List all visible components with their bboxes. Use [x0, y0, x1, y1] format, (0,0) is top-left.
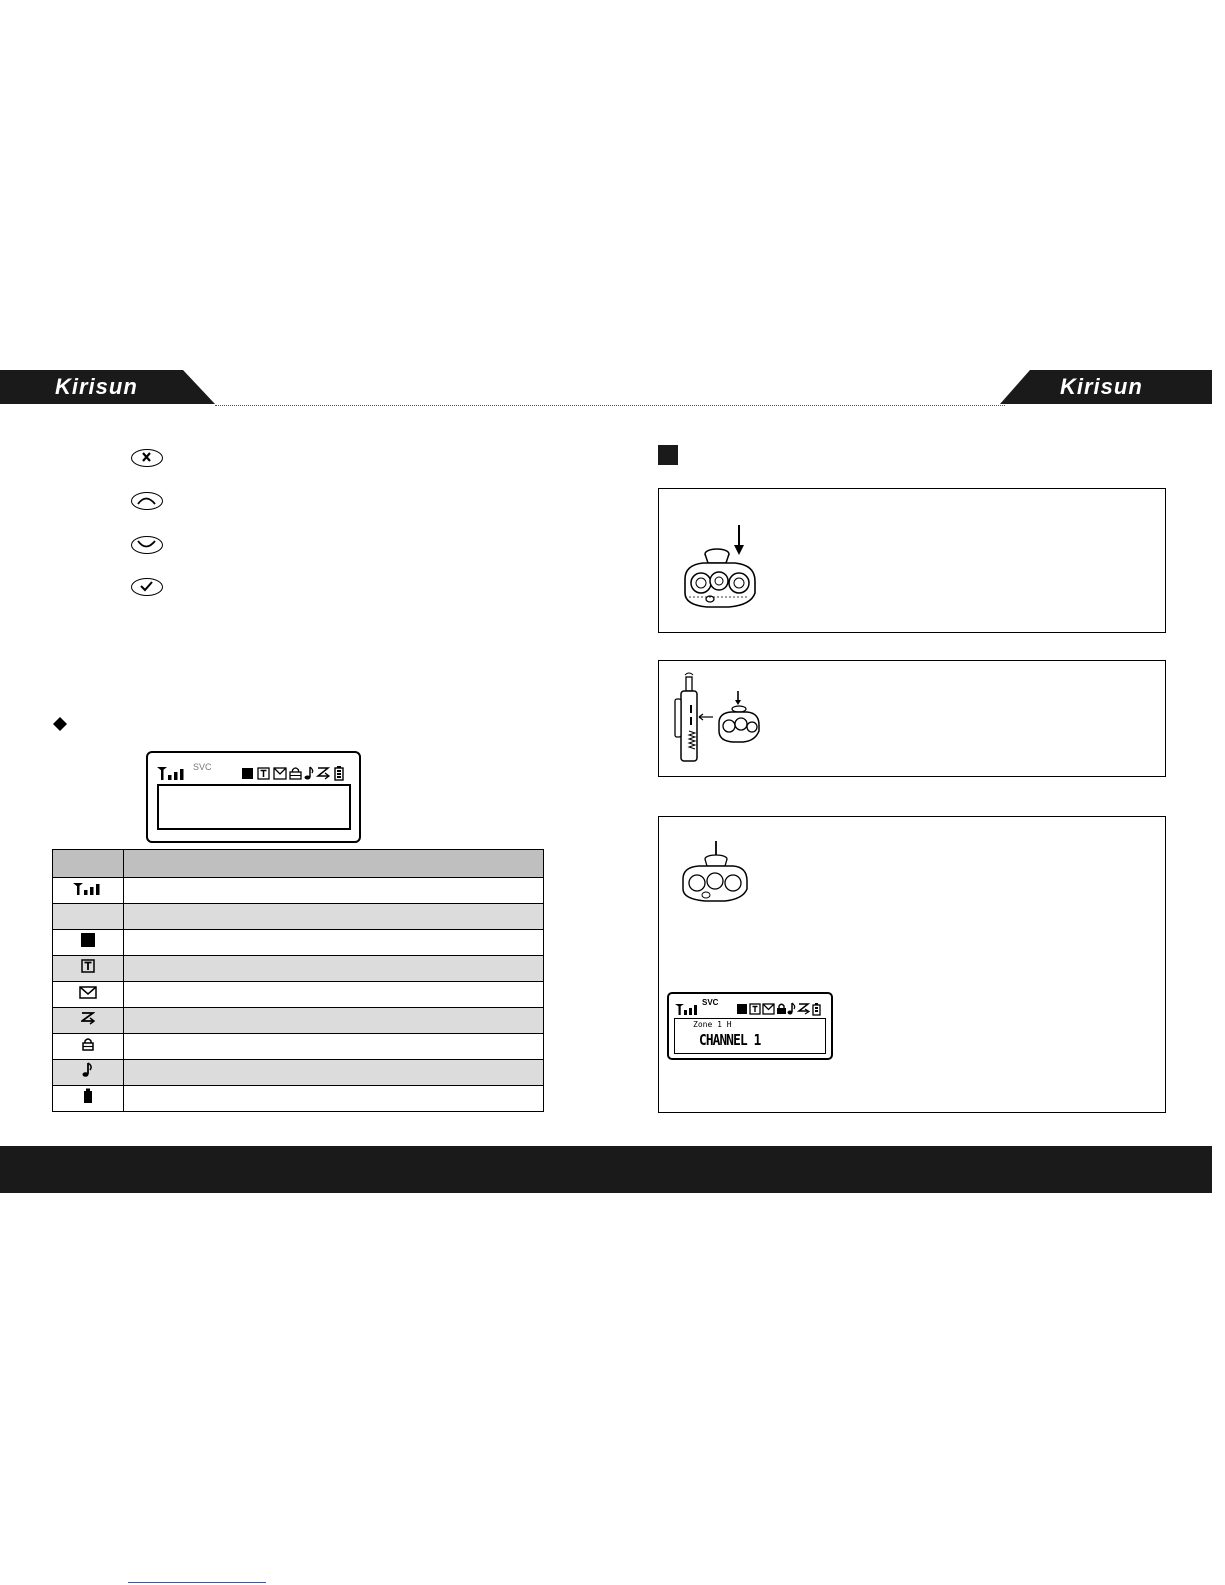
- footer-bar: [0, 1146, 1212, 1193]
- radio-side-view-illustration: [671, 671, 763, 763]
- instruction-box-2: [658, 660, 1166, 777]
- channel-lcd-illustration: [667, 992, 833, 1060]
- header-banner: [0, 370, 1225, 406]
- lcd-display-illustration: [146, 751, 361, 843]
- table-description-cell: [124, 1060, 544, 1086]
- lcd-signal-icon: [157, 766, 189, 780]
- radio-knob-rotate-illustration: [679, 839, 749, 905]
- table-icon-cell: [53, 956, 124, 982]
- filled-square-icon: [81, 933, 95, 947]
- table-row: [53, 1060, 544, 1086]
- lcd-svc-label: SVC: [193, 762, 212, 772]
- message-icon: [79, 986, 97, 999]
- lcd-channel-label: CHANNEL 1: [699, 1031, 761, 1049]
- section-marker-square: [658, 445, 678, 465]
- table-icon-cell: [53, 930, 124, 956]
- table-description-cell: [124, 930, 544, 956]
- table-row: [53, 878, 544, 904]
- table-icon-cell: [53, 1034, 124, 1060]
- channel-lcd-signal-icon: [675, 1003, 701, 1015]
- table-description-cell: [124, 1008, 544, 1034]
- table-row: [53, 1086, 544, 1112]
- cancel-key-icon: [131, 449, 163, 467]
- radio-top-knob-illustration: [679, 523, 759, 613]
- table-header-description-cell: [124, 850, 544, 878]
- table-header-row: [53, 850, 544, 878]
- lcd-screen-area: [157, 784, 351, 830]
- channel-lcd-screen: [674, 1018, 826, 1054]
- table-icon-cell: [53, 1086, 124, 1112]
- scan-icon: [81, 1011, 95, 1025]
- lcd-zone-label: Zone 1 H: [693, 1020, 732, 1029]
- table-row: [53, 956, 544, 982]
- table-description-cell: [124, 1086, 544, 1112]
- table-row: [53, 982, 544, 1008]
- instruction-box-1: [658, 488, 1166, 633]
- table-row: [53, 930, 544, 956]
- table-description-cell: [124, 904, 544, 930]
- table-icon-cell: [53, 904, 124, 930]
- music-note-icon: [82, 1062, 94, 1078]
- table-description-cell: [124, 1034, 544, 1060]
- table-row: [53, 1034, 544, 1060]
- table-description-cell: [124, 878, 544, 904]
- lcd-status-icons: [242, 765, 354, 781]
- signal-strength-icon: [73, 882, 103, 895]
- table-icon-cell: [53, 982, 124, 1008]
- diamond-bullet-icon: [53, 717, 67, 731]
- table-icon-cell: [53, 878, 124, 904]
- instruction-box-3: [658, 816, 1166, 1113]
- t-box-icon: [81, 959, 95, 973]
- table-header-icon-cell: [53, 850, 124, 878]
- battery-icon: [83, 1088, 93, 1104]
- lcd-icon-table: [52, 849, 544, 1112]
- table-row: [53, 1008, 544, 1034]
- bottom-link-underline: [128, 1582, 266, 1583]
- channel-lcd-svc-label: SVC: [702, 998, 719, 1007]
- header-left-logo: Kirisun: [55, 374, 138, 399]
- header-dotted-divider: [215, 405, 1005, 406]
- up-key-icon: [131, 492, 163, 510]
- table-row: [53, 904, 544, 930]
- confirm-key-icon: [131, 578, 163, 596]
- table-icon-cell: [53, 1060, 124, 1086]
- header-right-logo: Kirisun: [1060, 374, 1143, 399]
- down-key-icon: [131, 536, 163, 554]
- table-description-cell: [124, 956, 544, 982]
- channel-lcd-status-icons: [737, 1002, 829, 1016]
- lock-icon: [82, 1037, 94, 1051]
- table-icon-cell: [53, 1008, 124, 1034]
- table-description-cell: [124, 982, 544, 1008]
